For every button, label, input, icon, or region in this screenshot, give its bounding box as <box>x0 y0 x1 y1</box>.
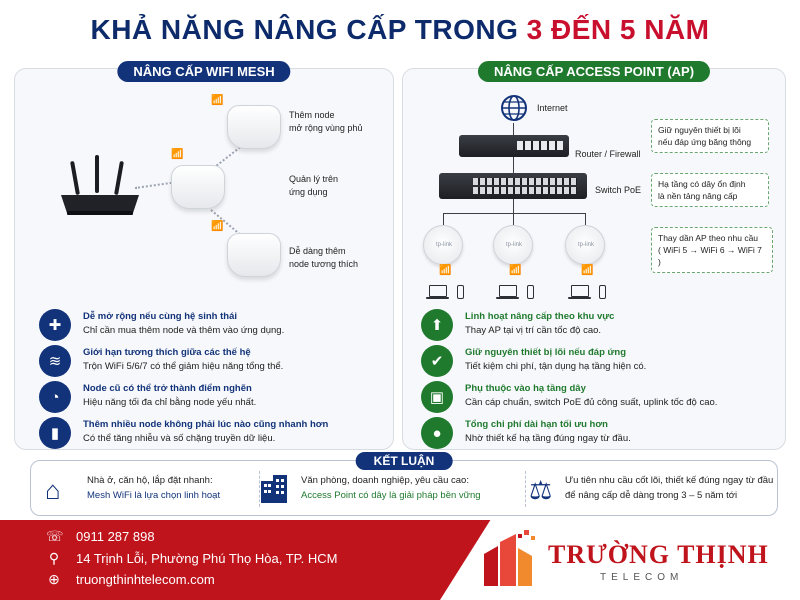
feature-title: Linh hoạt nâng cấp theo khu vực <box>465 311 615 322</box>
phone-icon: ☏ <box>46 528 64 544</box>
feature-title: Dễ mở rộng nếu cùng hệ sinh thái <box>83 311 238 322</box>
switch-ap-cable <box>443 213 444 225</box>
ethernet-port-icon: ▣ <box>421 381 453 413</box>
router-icon <box>55 151 145 221</box>
mesh-feature <box>39 309 399 345</box>
wifi-signal-icon: 📶 <box>509 265 522 276</box>
scales-icon: ⚖ <box>529 475 553 505</box>
ap-panel-header: NÂNG CẤP ACCESS POINT (AP) <box>478 61 710 82</box>
location-pin-icon: ⚲ <box>48 550 60 566</box>
globe-icon: ⊕ <box>48 571 60 587</box>
office-building-icon <box>259 475 289 503</box>
puzzle-icon: ✚ <box>39 309 71 341</box>
laptop-icon <box>429 285 447 297</box>
ap-feature <box>421 309 781 345</box>
wifi-icon: ≋ <box>39 345 71 377</box>
phone-icon <box>457 285 464 299</box>
feature-title: Giới hạn tương thích giữa các thế hệ <box>83 347 251 358</box>
ap-feature <box>421 381 781 417</box>
mesh-node-center <box>171 165 225 209</box>
gauge-icon: ◔ <box>39 381 71 413</box>
conclusion-item-priority: ⚖ Ưu tiên nhu cầu cốt lõi, thiết kế đúng ngay từ đầu để nâng cấp dễ dàng trong 3 – 5 năm tới <box>529 475 774 505</box>
brand-name: TRƯỜNG THỊNH <box>548 540 769 569</box>
access-point: tp-link <box>423 225 463 265</box>
globe-icon <box>499 93 529 123</box>
mesh-feature <box>39 345 399 381</box>
ap-feature <box>421 345 781 381</box>
feature-title: Giữ nguyên thiết bị lõi nếu đáp ứng <box>465 347 627 358</box>
callout-core: Giữ nguyên thiết bị lõi nếu đáp ứng băng thông <box>651 119 769 153</box>
uplink-cable <box>513 123 514 135</box>
feature-desc: Hiệu năng tối đa chỉ bằng node yếu nhất. <box>83 397 257 408</box>
feature-title: Phụ thuộc vào hạ tầng dây <box>465 383 586 394</box>
mesh-panel <box>14 64 394 450</box>
mesh-feature <box>39 417 399 453</box>
mesh-node-label: Dễ dàng thêm node tương thích <box>289 246 358 269</box>
switch-ap-cable <box>443 213 585 214</box>
mesh-feature <box>39 381 399 417</box>
conclusion-item-home: ⌂ Nhà ở, căn hộ, lắp đặt nhanh: Mesh WiFi là lựa chọn linh hoạt <box>45 475 221 505</box>
wifi-signal-icon: 📶 <box>211 95 224 106</box>
conclusion-box <box>30 454 778 516</box>
router-switch-cable <box>513 157 514 173</box>
ap-feature <box>421 417 781 453</box>
arrow-up-icon: ⬆ <box>421 309 453 341</box>
router-firewall-device <box>459 135 569 157</box>
switch-ap-cable <box>513 199 514 213</box>
wifi-signal-icon: 📶 <box>439 265 452 276</box>
phone-icon <box>599 285 606 299</box>
feature-title: Thêm nhiều node không phải lúc nào cũng nhanh hơn <box>83 419 329 430</box>
mesh-panel-header: NÂNG CẤP WIFI MESH <box>117 61 290 82</box>
feature-desc: Nhờ thiết kế hạ tầng đúng ngay từ đầu. <box>465 433 631 444</box>
title-accent: 3 ĐẾN 5 NĂM <box>526 14 710 45</box>
switch-ap-cable <box>513 213 514 225</box>
phone-icon <box>527 285 534 299</box>
brand-subtitle: TELECOM <box>600 572 684 583</box>
poe-switch-device <box>439 173 587 199</box>
callout-wired: Hạ tầng có dây ổn định là nền tảng nâng cấp <box>651 173 769 207</box>
wifi-signal-icon: 📶 <box>581 265 594 276</box>
ap-panel <box>402 64 786 450</box>
feature-desc: Thay AP tại vị trí cần tốc độ cao. <box>465 325 602 336</box>
company-logo <box>478 528 540 590</box>
conclusion-item-office: Văn phòng, doanh nghiệp, yêu cầu cao: Access Point có dây là giải pháp bền vững <box>253 471 513 511</box>
feature-desc: Trộn WiFi 5/6/7 có thể giảm hiệu năng tổng thể. <box>83 361 284 372</box>
feature-title: Node cũ có thể trở thành điểm nghẽn <box>83 383 252 394</box>
mesh-node-label: Quản lý trên ứng dụng <box>289 174 339 197</box>
piggy-bank-icon: ● <box>421 417 453 449</box>
conclusion-header: KẾT LUẬN <box>356 452 453 470</box>
feature-desc: Tiết kiệm chi phí, tận dụng hạ tầng hiện có. <box>465 361 647 372</box>
laptop-icon <box>499 285 517 297</box>
internet-label: Internet <box>537 103 568 113</box>
feature-desc: Có thể tăng nhiễu và số chặng truyền dữ liệu. <box>83 433 276 444</box>
bar-chart-icon: ▮ <box>39 417 71 449</box>
page-title <box>0 14 800 46</box>
switch-ap-cable <box>585 213 586 225</box>
feature-desc: Cần cáp chuẩn, switch PoE đủ công suất, uplink tốc độ cao. <box>465 397 718 408</box>
house-icon: ⌂ <box>45 475 61 505</box>
wifi-signal-icon: 📶 <box>171 149 184 160</box>
title-main: KHẢ NĂNG NÂNG CẤP TRONG <box>90 14 527 45</box>
mesh-node-bottom <box>227 233 281 277</box>
wifi-signal-icon: 📶 <box>211 221 224 232</box>
laptop-icon <box>571 285 589 297</box>
callout-ap-upgrade: Thay dần AP theo nhu cầu ( WiFi 5 → WiFi 6 → WiFi 7 ) <box>651 227 773 273</box>
access-point: tp-link <box>493 225 533 265</box>
shield-check-icon: ✔ <box>421 345 453 377</box>
mesh-node-top <box>227 105 281 149</box>
mesh-node-label: Thêm node mở rộng vùng phủ <box>289 110 363 133</box>
feature-title: Tổng chi phí dài hạn tối ưu hơn <box>465 419 608 430</box>
feature-desc: Chỉ cần mua thêm node và thêm vào ứng dụng. <box>83 325 285 336</box>
router-label: Router / Firewall <box>575 149 641 159</box>
access-point: tp-link <box>565 225 605 265</box>
footer: ☏ 0911 287 898 ⚲ 14 Trịnh Lỗi, Phường Phú Thọ Hòa, TP. HCM ⊕ truongthinhtelecom.com TRƯỜNG THỊNH TELECOM <box>0 520 800 600</box>
switch-label: Switch PoE <box>595 185 642 195</box>
